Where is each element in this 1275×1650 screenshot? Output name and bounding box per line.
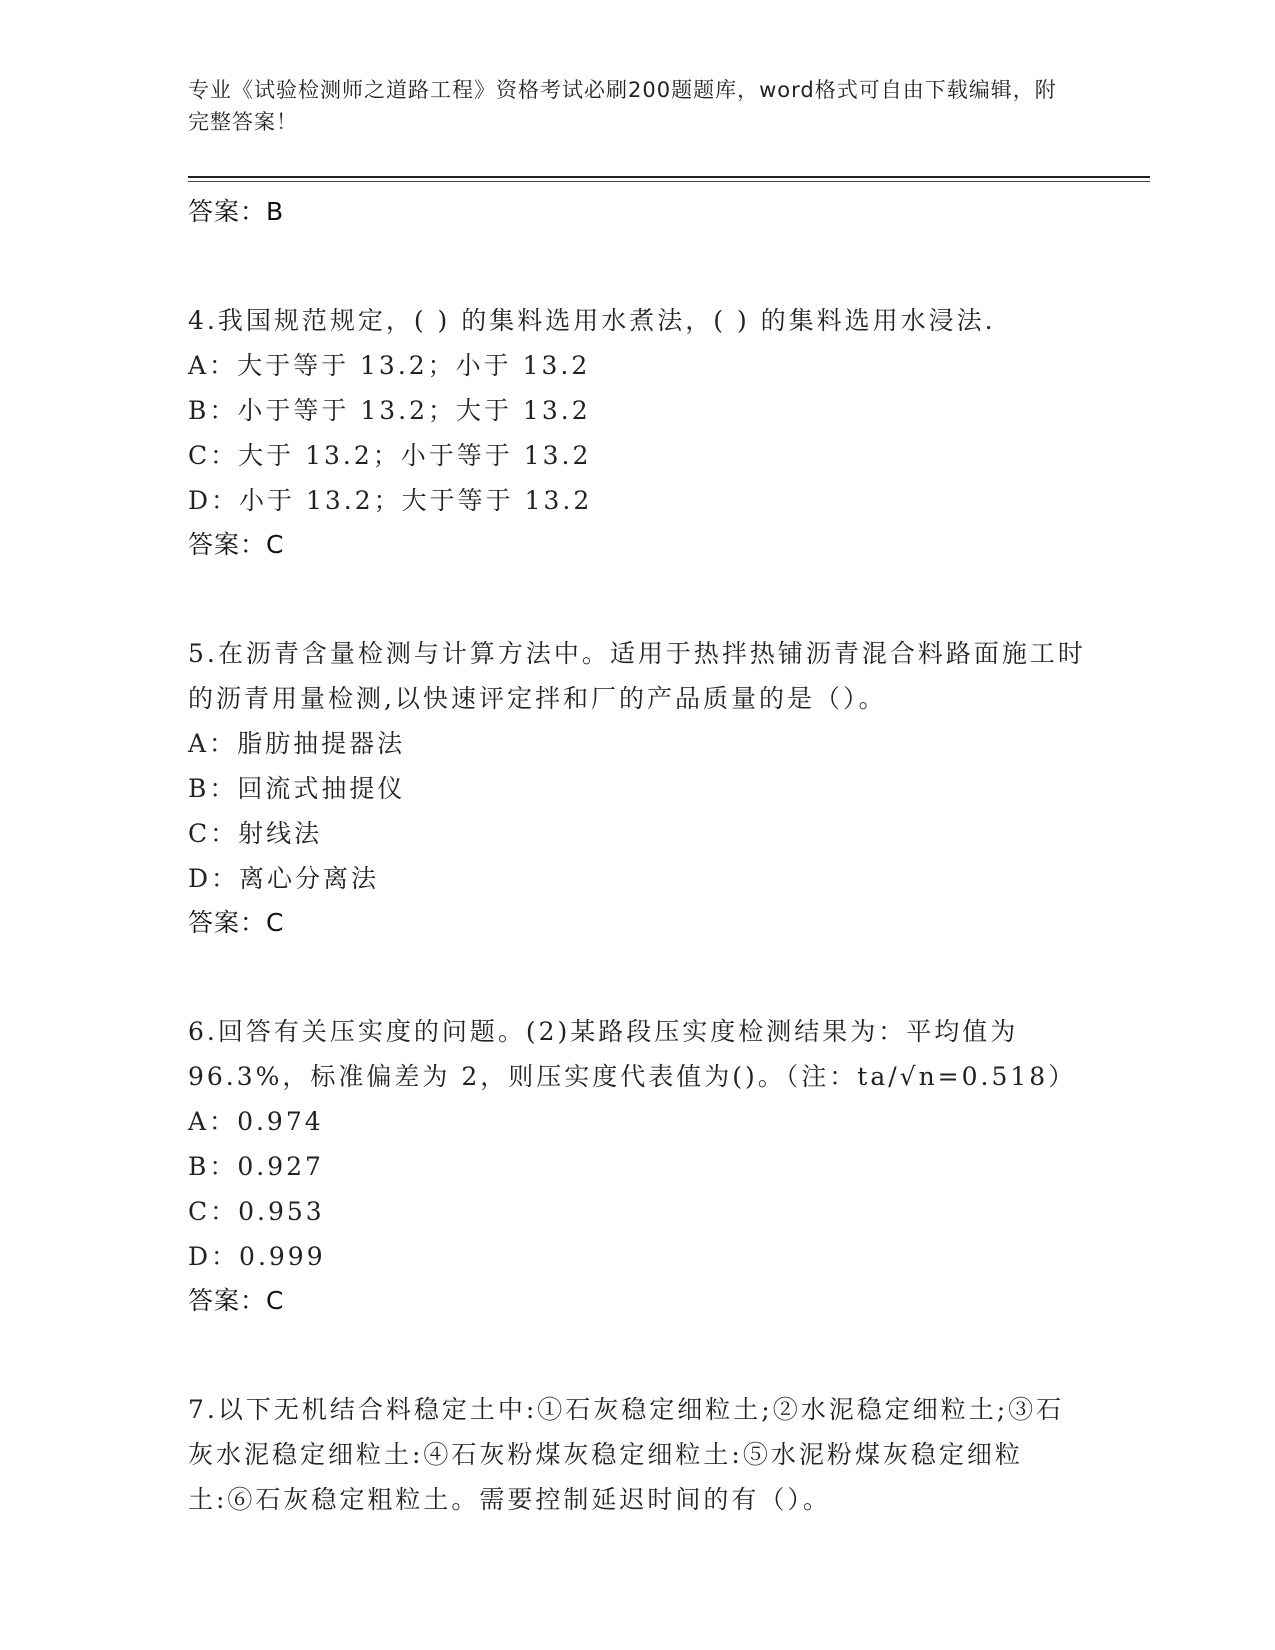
option-b — [188, 388, 1088, 433]
answer-line: 答案：C — [188, 908, 285, 937]
question-block — [188, 1387, 1088, 1522]
option-text: 回流式抽提仪 — [237, 774, 406, 803]
option-a — [188, 343, 1088, 388]
option-a — [188, 1099, 1088, 1144]
question-list — [188, 190, 1088, 1522]
header-divider — [188, 176, 1150, 178]
option-text: 0.974 — [237, 1107, 324, 1136]
option-c — [188, 811, 1088, 856]
page-header: 专业《试验检测师之道路工程》资格考试必刷200题题库，word格式可自由下载编辑，附完整答案！ — [188, 78, 1057, 134]
question-text: 7.以下无机结合料稳定土中:①石灰稳定细粒土;②水泥稳定细粒土;③石灰水泥稳定细粒土:④石灰粉煤灰稳定细粒土:⑤水泥粉煤灰稳定细粒土:⑥石灰稳定粗粒土。需要控制延迟时间的有（）。 — [188, 1395, 1065, 1514]
option-d — [188, 478, 1088, 523]
option-c — [188, 1189, 1088, 1234]
option-label: A： — [188, 729, 238, 758]
question-block — [188, 1009, 1088, 1323]
option-text: 射线法 — [238, 819, 323, 848]
answer-line: 答案：C — [188, 530, 285, 559]
option-label: A： — [188, 351, 238, 380]
option-label: B： — [188, 396, 238, 425]
option-label: B： — [188, 774, 238, 803]
answer-line: 答案：B — [188, 197, 285, 226]
option-label: A： — [188, 1107, 238, 1136]
option-b — [188, 1144, 1088, 1189]
option-label: D： — [188, 864, 240, 893]
option-b — [188, 766, 1088, 811]
header-divider-thin — [188, 181, 1150, 182]
option-label: B： — [188, 1152, 238, 1181]
option-c — [188, 433, 1088, 478]
option-text: 大于等于 13.2；小于 13.2 — [237, 351, 591, 380]
question-text: 5.在沥青含量检测与计算方法中。适用于热拌热铺沥青混合料路面施工时的沥青用量检测,以快速评定拌和厂的产品质量的是（）。 — [188, 639, 1086, 713]
option-d — [188, 1234, 1088, 1279]
option-label: C： — [188, 441, 239, 470]
question-text: 4.我国规范规定，( ) 的集料选用水煮法，( ) 的集料选用水浸法. — [188, 306, 996, 335]
option-text: 大于 13.2；小于等于 13.2 — [238, 441, 592, 470]
option-text: 0.927 — [237, 1152, 324, 1181]
option-text: 离心分离法 — [239, 864, 380, 893]
option-label: D： — [188, 1242, 240, 1271]
option-label: D： — [188, 486, 240, 515]
question-text: 6.回答有关压实度的问题。(2)某路段压实度检测结果为：平均值为96.3%，标准偏差为 2，则压实度代表值为()。（注：ta/√n=0.518） — [188, 1017, 1077, 1091]
option-text: 小于等于 13.2；大于 13.2 — [237, 396, 591, 425]
option-d — [188, 856, 1088, 901]
option-label: C： — [188, 1197, 239, 1226]
answer-line: 答案：C — [188, 1286, 285, 1315]
question-block — [188, 631, 1088, 945]
option-text: 脂肪抽提器法 — [237, 729, 406, 758]
option-label: C： — [188, 819, 239, 848]
option-text: 0.999 — [239, 1242, 326, 1271]
option-text: 小于 13.2；大于等于 13.2 — [239, 486, 593, 515]
option-text: 0.953 — [238, 1197, 325, 1226]
option-a — [188, 721, 1088, 766]
question-block — [188, 298, 1088, 567]
